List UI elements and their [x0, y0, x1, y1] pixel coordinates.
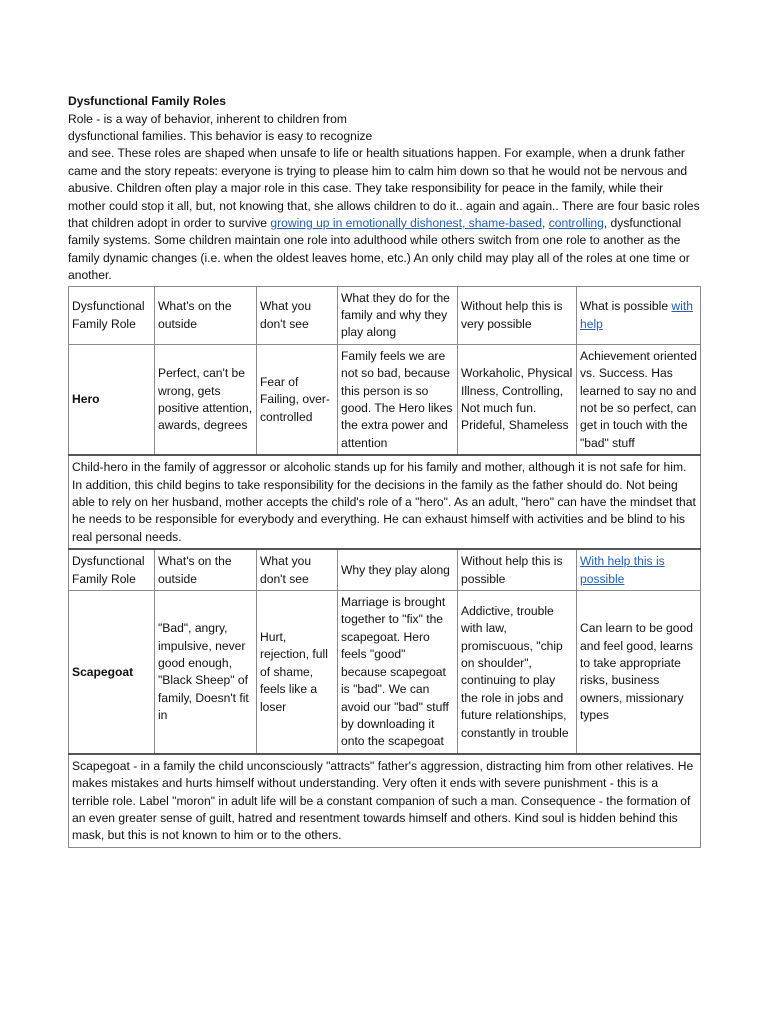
hero-dont-see: Fear of Failing, over-controlled: [257, 344, 338, 455]
scapegoat-without-help: Addictive, trouble with law, promiscuous, "chip on shoulder", continuing to play the role in jobs and future relationships, constantly in trouble: [458, 591, 577, 754]
scapegoat-outside: "Bad", angry, impulsive, never good enough, "Black Sheep" of family, Doesn't fit in: [155, 591, 257, 754]
header-possible-text: What is possible: [580, 299, 672, 314]
document-page: [68, 93, 700, 848]
role-hero: Hero: [69, 344, 155, 455]
role-scapegoat: Scapegoat: [69, 591, 155, 754]
hero-note: Child-hero in the family of aggressor or alcoholic stands up for his family and mother, although it is not safe for him. In addition, this child begins to take responsibility for the decisions in the family as the father should do. Not being able to rely on her husband, mother accepts the child's role of a "hero". As an adult, "hero" can have the mindset that he needs to be responsible for everybody and everything. He can exhaust himself with activities and be blind to his real personal needs.: [69, 455, 701, 549]
hero-without-help: Workaholic, Physical Illness, Controlling, Not much fun. Prideful, Shameless: [458, 344, 577, 455]
intro-separator: ,: [541, 215, 549, 230]
scapegoat-note-row: [69, 754, 701, 848]
header-do-for: What they do for the family and why they play along: [338, 286, 458, 344]
table2-header-row: [69, 549, 701, 590]
header-dont-see: What you don't see: [257, 549, 338, 590]
scapegoat-dont-see: Hurt, rejection, full of shame, feels like a loser: [257, 591, 338, 754]
scapegoat-possible: Can learn to be good and feel good, learns to take appropriate risks, business owners, missionary types: [577, 591, 701, 754]
intro-line-2: dysfunctional families. This behavior is easy to recognize: [68, 128, 373, 143]
scapegoat-note: Scapegoat - in a family the child unconsciously "attracts" father's aggression, distracting him from other relatives. He makes mistakes and hurts himself without understanding. Very often it ends with severe punishment - this is a terrible role. Label "moron" in adult life will be a constant companion of such a man. Consequence - the formation of an even greater sense of guilt, hatred and resentment towards himself and others. Kind soul is hidden behind this mask, but this is not known to him or to the others.: [69, 754, 701, 848]
header-dont-see: What you don't see: [257, 286, 338, 344]
table1-header-row: [69, 286, 701, 344]
intro-text-b: , dysfunctional family systems. Some children maintain one role into adulthood while others switch from one role to another as the family dynamic changes (i.e. when the oldest leaves home, etc.) An only child may play all of the roles at one time or another.: [68, 215, 690, 283]
header-without-help: Without help this is very possible: [458, 286, 577, 344]
roles-table: [68, 286, 701, 848]
header-outside: What's on the outside: [155, 549, 257, 590]
header-role: Dysfunctional Family Role: [69, 549, 155, 590]
header-role: Dysfunctional Family Role: [69, 286, 155, 344]
header-outside: What's on the outside: [155, 286, 257, 344]
header-with-help: [577, 549, 701, 590]
link-with-help-possible[interactable]: With help this is possible: [580, 554, 665, 586]
header-without-help: Without help this is possible: [458, 549, 577, 590]
intro-text-a: and see. These roles are shaped when unsafe to life or health situations happen. For example, when a drunk father came and the story repeats: everyone is trying to please him to calm him down so that he would not be nervous and abusive. Children often play a major role in this case. They take responsibility for peace in the family, while their mother could stop it all, but, not knowing that, she allows children to do it.. again and again.. There are four basic roles that children adopt in order to survive: [68, 146, 700, 230]
page-title: Dysfunctional Family Roles: [68, 94, 226, 108]
intro-paragraph: [68, 145, 700, 284]
table-row: [69, 591, 701, 754]
header-why: Why they play along: [338, 549, 458, 590]
table-row: [69, 344, 701, 455]
scapegoat-why: Marriage is brought together to "fix" the scapegoat. Hero feels "good" because scapegoat is "bad". We can avoid our "bad" stuff by downloading it onto the scapegoat: [338, 591, 458, 754]
intro-line-1: Role - is a way of behavior, inherent to children from: [68, 111, 347, 126]
link-with-help[interactable]: with help: [580, 299, 693, 331]
hero-note-row: [69, 455, 701, 549]
header-possible: [577, 286, 701, 344]
hero-outside: Perfect, can't be wrong, gets positive attention, awards, degrees: [155, 344, 257, 455]
link-controlling[interactable]: controlling: [548, 215, 604, 230]
link-emotionally-dishonest[interactable]: growing up in emotionally dishonest, shame-based: [270, 215, 542, 230]
hero-do-for: Family feels we are not so bad, because this person is so good. The Hero likes the extra power and attention: [338, 344, 458, 455]
hero-possible: Achievement oriented vs. Success. Has learned to say no and not be so perfect, can get in touch with the "bad" stuff: [577, 344, 701, 455]
